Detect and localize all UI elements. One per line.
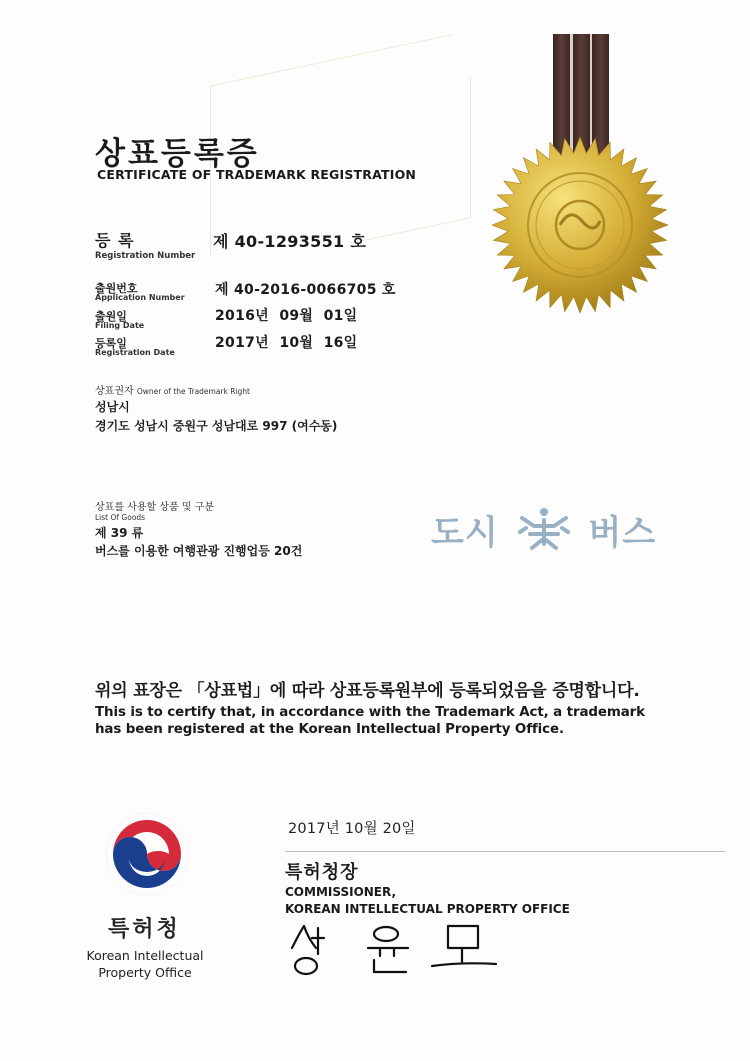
registration-label-ko: 등 록	[95, 231, 135, 250]
certification-text-ko: 위의 표장은 「상표법」에 따라 상표등록원부에 등록되었음을 증명합니다.	[95, 681, 640, 701]
owner-label	[95, 382, 250, 397]
kipo-name-en-line1: Korean Intellectual	[86, 948, 204, 963]
certification-text-en-line1: This is to certify that, in accordance with the Trademark Act, a trademark	[95, 705, 645, 720]
issue-date: 2017년 10월 20일	[288, 821, 416, 837]
filing-date-label-en: Filing Date	[95, 321, 145, 330]
owner-address: 경기도 성남시 중원구 성남대로 997 (여수동)	[95, 419, 338, 433]
goods-description: 버스를 이용한 여행관광 진행업등 20건	[95, 544, 303, 558]
registration-date: 2017년 10월 16일	[215, 335, 358, 351]
commissioner-title-ko: 특허청장	[285, 862, 359, 883]
owner-label-ko: 상표권자	[95, 386, 134, 397]
signature-divider	[285, 851, 725, 852]
certification-text-en-line2: has been registered at the Korean Intellectual Property Office.	[95, 722, 564, 737]
registration-date-label-en: Registration Date	[95, 348, 175, 357]
registration-label-en: Registration Number	[95, 251, 196, 261]
kipo-name-ko: 특허청	[108, 917, 181, 942]
application-number: 제 40-2016-0066705 호	[215, 282, 396, 298]
commissioner-title-en-line2: KOREAN INTELLECTUAL PROPERTY OFFICE	[285, 902, 570, 916]
trademark-text-right: 버스	[588, 513, 657, 553]
goods-label-en: List Of Goods	[95, 513, 146, 522]
commissioner-title-en-line1: COMMISSIONER,	[285, 885, 397, 899]
registration-number: 제 40-1293551 호	[213, 232, 367, 251]
gold-seal-icon	[490, 135, 670, 315]
trademark-figure-icon	[512, 504, 576, 554]
trademark-mark	[431, 504, 656, 554]
registration-date-label-ko: 등록일	[95, 337, 127, 350]
application-label-ko: 출원번호	[95, 282, 138, 295]
taegeuk-logo-icon	[105, 812, 189, 896]
owner-label-en: Owner of the Trademark Right	[136, 387, 251, 396]
filing-date: 2016년 09월 01일	[215, 308, 358, 324]
trademark-text-left: 도시	[431, 513, 499, 553]
application-label-en: Application Number	[95, 293, 185, 302]
owner-name: 성남시	[95, 400, 130, 414]
certificate-title-ko: 상표등록증	[95, 136, 260, 172]
background-pattern	[350, 77, 471, 244]
goods-class: 제 39 류	[95, 526, 144, 540]
filing-date-label-ko: 출원일	[95, 310, 127, 323]
kipo-name-en-line2: Property Office	[98, 965, 192, 980]
certificate-title-en: CERTIFICATE OF TRADEMARK REGISTRATION	[97, 167, 417, 182]
signature-icon	[282, 918, 512, 982]
goods-label-ko: 상표를 사용할 상품 및 구분	[95, 502, 214, 513]
